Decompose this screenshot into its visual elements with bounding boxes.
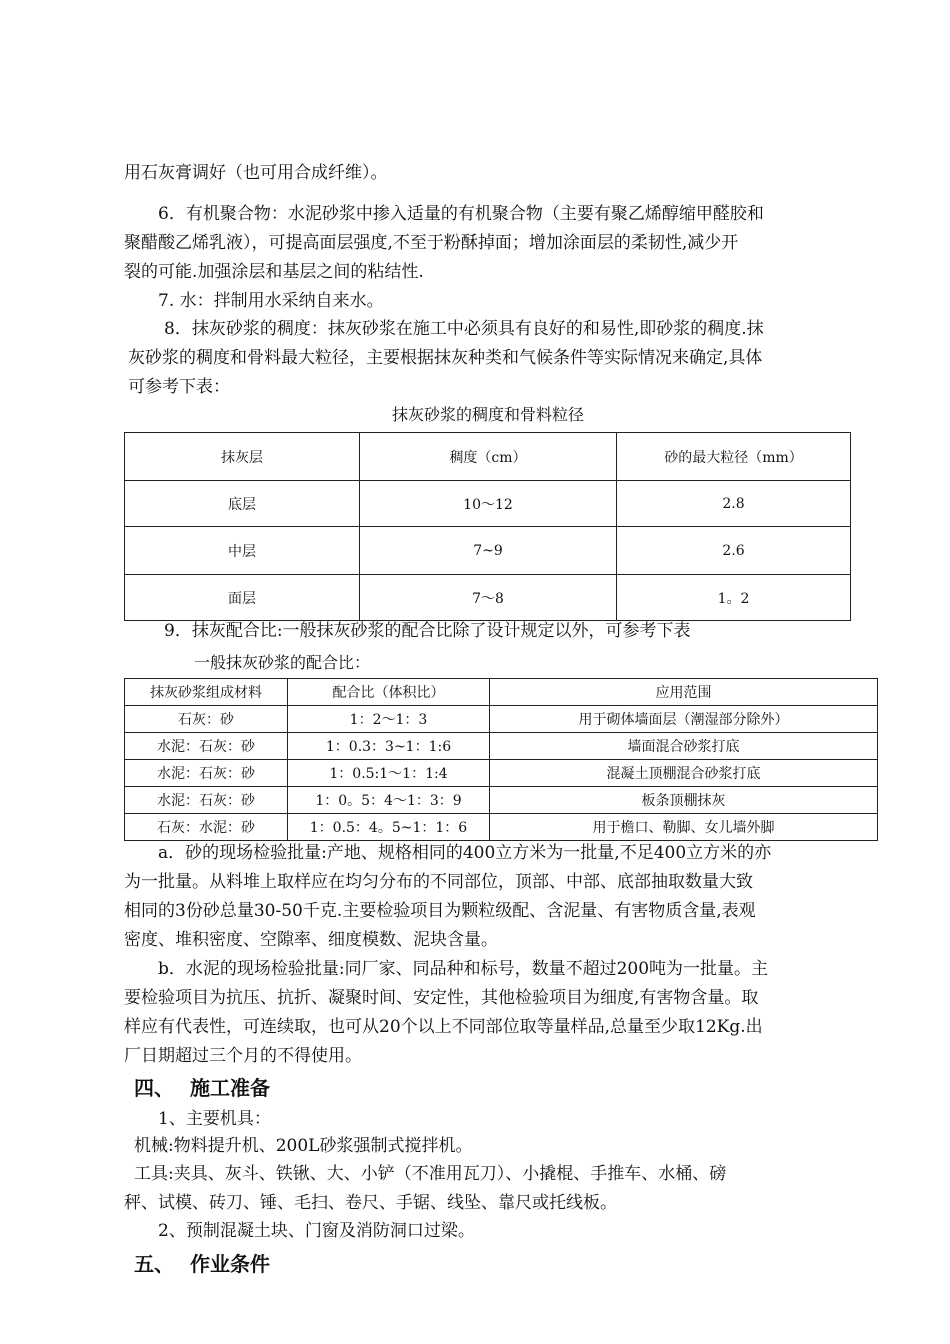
paragraph-line: b．水泥的现场检验批量:同厂家、同品种和标号，数量不超过200吨为一批量。主 xyxy=(158,959,769,979)
table-row xyxy=(125,481,851,527)
table-cell: 水泥：石灰：砂 xyxy=(125,787,288,814)
consistency-table xyxy=(124,432,851,621)
table-header-cell: 配合比（体积比） xyxy=(288,679,490,706)
paragraph-line: 1、主要机具： xyxy=(158,1109,271,1129)
table-cell: 中层 xyxy=(125,527,360,575)
table-cell: 石灰：水泥：砂 xyxy=(125,814,288,841)
table-cell: 10～12 xyxy=(360,481,617,527)
paragraph-line: 为一批量。从料堆上取样应在均匀分布的不同部位，顶部、中部、底部抽取数量大致 xyxy=(124,872,753,892)
table1-title: 抹灰砂浆的稠度和骨料粒径 xyxy=(392,405,585,424)
table-header-cell: 应用范围 xyxy=(490,679,878,706)
table-cell: 面层 xyxy=(125,575,360,621)
table-row xyxy=(125,814,878,841)
table-cell: 2.6 xyxy=(617,527,851,575)
table-header-row xyxy=(125,679,878,706)
section-number: 五、 xyxy=(134,1252,174,1276)
paragraph-line: 6．有机聚合物：水泥砂浆中掺入适量的有机聚合物（主要有聚乙烯醇缩甲醛胶和 xyxy=(158,204,764,224)
table-cell: 1。2 xyxy=(617,575,851,621)
table-cell: 混凝土顶棚混合砂浆打底 xyxy=(490,760,878,787)
table-cell: 水泥：石灰：砂 xyxy=(125,733,288,760)
section-title: 作业条件 xyxy=(190,1252,270,1276)
paragraph-line: 聚醋酸乙烯乳液），可提高面层强度,不至于粉酥掉面；增加涂面层的柔韧性,减少开 xyxy=(124,233,739,253)
table-cell: 1：0.3：3~1：1:6 xyxy=(288,733,490,760)
paragraph-line: 机械:物料提升机、200L砂浆强制式搅拌机。 xyxy=(134,1136,473,1156)
table-header-cell: 抹灰层 xyxy=(125,433,360,481)
paragraph-line: 厂日期超过三个月的不得使用。 xyxy=(124,1046,362,1066)
table-cell: 底层 xyxy=(125,481,360,527)
paragraph-line: 可参考下表： xyxy=(128,377,230,397)
table-header-cell: 抹灰砂浆组成材料 xyxy=(125,679,288,706)
section-number: 四、 xyxy=(134,1076,174,1100)
table-cell: 用于檐口、勒脚、女儿墙外脚 xyxy=(490,814,878,841)
paragraph-line: 2、预制混凝土块、门窗及消防洞口过梁。 xyxy=(158,1221,475,1241)
table-cell: 石灰：砂 xyxy=(125,706,288,733)
table-row xyxy=(125,527,851,575)
table-header-row xyxy=(125,433,851,481)
table-cell: 1：0.5:1～1：1:4 xyxy=(288,760,490,787)
section-heading-4 xyxy=(134,1072,270,1101)
table-row xyxy=(125,760,878,787)
paragraph-line: 灰砂浆的稠度和骨料最大粒径，主要根据抹灰种类和气候条件等实际情况来确定,具体 xyxy=(128,348,763,368)
table-cell: 1：0。5：4～1：3：9 xyxy=(288,787,490,814)
table-row xyxy=(125,787,878,814)
table-cell: 2.8 xyxy=(617,481,851,527)
table2-title: 一般抹灰砂浆的配合比： xyxy=(194,653,371,672)
table-cell: 水泥：石灰：砂 xyxy=(125,760,288,787)
table-row xyxy=(125,575,851,621)
paragraph-line: 7. 水：拌制用水采纳自来水。 xyxy=(158,291,384,311)
paragraph-line: 用石灰膏调好（也可用合成纤维）。 xyxy=(124,163,388,183)
section-heading-5 xyxy=(134,1248,270,1277)
paragraph-line: 9．抹灰配合比:一般抹灰砂浆的配合比除了设计规定以外，可参考下表 xyxy=(164,621,691,641)
section-title: 施工准备 xyxy=(190,1076,270,1100)
paragraph-line: 8．抹灰砂浆的稠度：抹灰砂浆在施工中必须具有良好的和易性,即砂浆的稠度.抹 xyxy=(164,319,764,339)
table-cell: 墙面混合砂浆打底 xyxy=(490,733,878,760)
table-row xyxy=(125,706,878,733)
table-cell: 板条顶棚抹灰 xyxy=(490,787,878,814)
table-row xyxy=(125,733,878,760)
paragraph-line: a．砂的现场检验批量:产地、规格相同的400立方米为一批量,不足400立方米的亦 xyxy=(158,843,772,863)
table-cell: 1：0.5：4。5~1：1：6 xyxy=(288,814,490,841)
table-cell: 用于砌体墙面层（潮湿部分除外） xyxy=(490,706,878,733)
table-header-cell: 砂的最大粒径（mm） xyxy=(617,433,851,481)
paragraph-line: 样应有代表性，可连续取，也可从20个以上不同部位取等量样品,总量至少取12Kg.出 xyxy=(124,1017,763,1037)
paragraph-line: 工具:夹具、灰斗、铁锹、大、小铲（不准用瓦刀）、小撬棍、手推车、水桶、磅 xyxy=(134,1164,727,1184)
paragraph-line: 秤、试模、砖刀、锤、毛扫、卷尺、手锯、线坠、靠尺或托线板。 xyxy=(124,1193,617,1213)
table-cell: 7~9 xyxy=(360,527,617,575)
paragraph-line: 要检验项目为抗压、抗折、凝聚时间、安定性，其他检验项目为细度,有害物含量。取 xyxy=(124,988,759,1008)
table-header-cell: 稠度（cm） xyxy=(360,433,617,481)
table-cell: 1：2～1：3 xyxy=(288,706,490,733)
paragraph-line: 密度、堆积密度、空隙率、细度模数、泥块含量。 xyxy=(124,930,498,950)
paragraph-line: 相同的3份砂总量30-50千克.主要检验项目为颗粒级配、含泥量、有害物质含量,表观 xyxy=(124,901,756,921)
mix-ratio-table xyxy=(124,678,878,841)
table-cell: 7～8 xyxy=(360,575,617,621)
paragraph-line: 裂的可能.加强涂层和基层之间的粘结性. xyxy=(124,262,424,282)
